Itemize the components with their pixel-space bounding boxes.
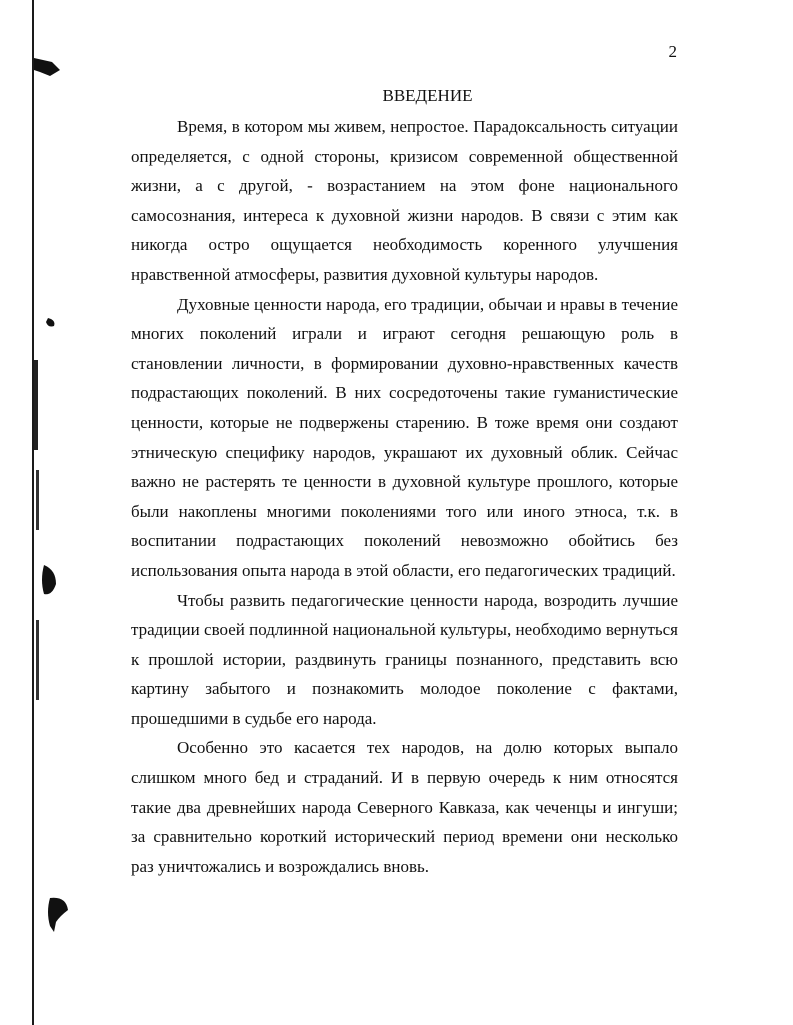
scan-streak-1	[34, 360, 38, 450]
scan-blot-bottom	[48, 898, 68, 932]
scan-blot-small	[46, 318, 54, 327]
paragraph-3: Чтобы развить педагогические ценности народа, возродить лучшие традиции своей подлинной национальной культуры, необходимо вернуться к прошлой истории, раздвинуть границы познанного, представить всю картину забытого и познакомить молодое поколение с фактами, прошедшими в судьбе его народа.	[131, 590, 678, 728]
body-text	[131, 112, 678, 881]
scan-blot-mid	[42, 565, 56, 594]
scan-streak-3	[36, 620, 39, 700]
page-number: 2	[668, 42, 677, 61]
scan-artifact-marks	[0, 0, 80, 1025]
scan-streak-2	[36, 470, 39, 530]
scan-blot-top	[34, 58, 60, 76]
page-title: ВВЕДЕНИЕ	[382, 86, 473, 105]
paragraph-4: Особенно это касается тех народов, на долю которых выпало слишком много бед и страданий. И в первую очередь к ним относятся такие два древнейших народа Северного Кавказа, как чеченцы и ингуши; за сравнительно короткий исторический период времени они несколько раз уничтожались и возрождались вновь.	[131, 738, 678, 876]
paragraph-2: Духовные ценности народа, его традиции, обычаи и нравы в течение многих поколений играли и играют сегодня решающую роль в становлении личности, в формировании духовно-нравственных качеств подрастающих поколений. В них сосредоточены такие гуманистические ценности, которые не подвержены старению. В тоже время они создают этническую специфику народов, украшают их духовный облик. Сейчас важно не растерять те ценности в духовной культуре прошлого, которые были накоплены многими поколениями того или иного этноса, т.к. в воспитании подрастающих поколений невозможно обойтись без использования опыта народа в этой области, его педагогических традиций.	[131, 294, 678, 580]
paragraph-1: Время, в котором мы живем, непростое. Парадоксальность ситуации определяется, с одной стороны, кризисом современной общественной жизни, а с другой, - возрастанием на этом фоне национального самосознания, интереса к духовной жизни народов. В связи с этим как никогда остро ощущается необходимость коренного улучшения нравственной атмосферы, развития духовной культуры народов.	[131, 117, 678, 284]
